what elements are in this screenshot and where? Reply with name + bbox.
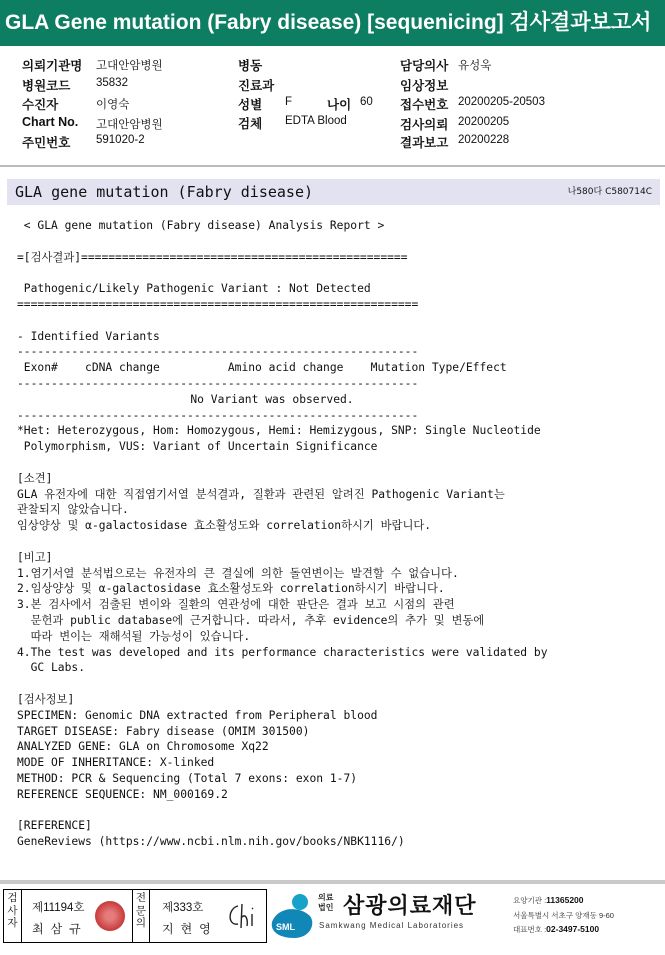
report-line: 임상양상 및 α-galactosidase 효소활성도와 correlation하시기 바랍니다.	[17, 519, 432, 533]
report-line: 4.The test was developed and its performance characteristics were validated by	[17, 645, 548, 659]
report-line: GeneReviews (https://www.ncbi.nlm.nih.gov/books/NBK1116/)	[17, 835, 405, 849]
report-line: 3.본 검사에서 검출된 변이와 질환의 연관성에 대한 판단은 결과 보고 시점의 관련	[17, 598, 455, 612]
report-line: REFERENCE SEQUENCE: NM_000169.2	[17, 787, 228, 801]
divider	[0, 165, 665, 167]
request-date-value: 20200205	[458, 116, 510, 128]
foundation-logo	[270, 889, 662, 943]
report-line: METHOD: PCR & Sequencing (Total 7 exons: exon 1-7)	[17, 771, 358, 785]
section-header	[7, 179, 660, 205]
recipient-value: 이영숙	[96, 99, 130, 111]
section-code: 나580다 C580714C	[567, 187, 652, 197]
section-title: GLA gene mutation (Fabry disease)	[15, 183, 314, 201]
age-label: 나이	[327, 98, 352, 112]
institution-no: 요양기관 :11365200	[513, 895, 584, 905]
report-line: TARGET DISEASE: Fabry disease (OMIM 301500)	[17, 724, 310, 738]
report-line: *Het: Heterozygous, Hom: Homozygous, Hemi: Hemizygous, SNP: Single Nucleotide	[17, 424, 541, 438]
report-date-label: 결과보고	[400, 136, 449, 150]
report-line: ===========================================================	[17, 297, 419, 311]
seal-stamp	[95, 901, 125, 931]
institution-value: 고대안암병원	[96, 60, 163, 72]
foundation-english-name: Samkwang Medical Laboratories	[319, 921, 465, 930]
chart-no-value: 고대안암병원	[96, 119, 163, 131]
resident-no-label: 주민번호	[22, 136, 71, 150]
logo-text: SML	[276, 922, 295, 932]
examiner-license: 제11194호	[32, 902, 85, 914]
doctor-value: 유성욱	[458, 60, 492, 72]
report-line	[17, 676, 657, 692]
signature-box	[3, 889, 267, 943]
specimen-label: 검체	[238, 117, 263, 131]
report-line: SPECIMEN: Genomic DNA extracted from Peripheral blood	[17, 708, 378, 722]
report-line	[17, 313, 657, 329]
report-line	[17, 534, 657, 550]
report-line: ANALYZED GENE: GLA on Chromosome Xq22	[17, 740, 269, 754]
report-line: 문헌과 public database에 근거합니다. 따라서, 추후 evidence의 추가 및 변동에	[17, 613, 485, 627]
examiner-name: 최삼규	[32, 922, 88, 936]
report-line: [REFERENCE]	[17, 819, 92, 833]
receipt-no-label: 접수번호	[400, 98, 449, 112]
recipient-label: 수진자	[22, 98, 59, 112]
report-line: No Variant was observed.	[190, 392, 354, 406]
report-line: < GLA gene mutation (Fabry disease) Analysis Report >	[17, 219, 385, 232]
report-line: [검사정보]	[17, 692, 75, 706]
specialist-name: 지현영	[162, 922, 218, 936]
sex-value: F	[285, 96, 293, 108]
chart-no-label: Chart No.	[22, 115, 79, 129]
handwritten-signature	[224, 898, 262, 934]
resident-no-value: 591020-2	[96, 134, 145, 146]
report-line: -----------------------------------------------------------	[17, 376, 419, 390]
foundation-phone: 대표번호 :02-3497-5100	[513, 924, 600, 934]
footer-divider	[0, 880, 665, 884]
report-line: [비고]	[17, 550, 53, 564]
report-line: 따라 변이는 재해석될 가능성이 있습니다.	[17, 629, 251, 643]
clinical-label: 임상정보	[400, 79, 449, 93]
examiner-label: 검 사 자	[4, 890, 22, 942]
hospital-code-label: 병원코드	[22, 79, 71, 93]
report-line: Pathogenic/Likely Pathogenic Variant : Not Detected	[17, 282, 371, 296]
report-line	[17, 455, 657, 471]
report-date-value: 20200228	[458, 134, 510, 146]
report-line: Exon# cDNA change Amino acid change Mutation Type/Effect	[17, 361, 507, 375]
sex-label: 성별	[238, 98, 263, 112]
report-line: [소견]	[17, 471, 53, 485]
specialist-license: 제333호	[162, 902, 204, 914]
report-line: MODE OF INHERITANCE: X-linked	[17, 756, 215, 770]
report-line	[17, 234, 657, 250]
report-line: 관찰되지 않았습니다.	[17, 503, 129, 517]
specimen-value: EDTA Blood	[285, 115, 347, 127]
report-title: GLA Gene mutation (Fabry disease) [sequenicing] 검사결과보고서	[0, 0, 665, 46]
report-line: =[검사결과]================================================	[17, 250, 408, 264]
age-value: 60	[360, 96, 373, 108]
doctor-label: 담당의사	[400, 59, 449, 73]
institution-label: 의뢰기관명	[22, 59, 83, 73]
specialist-label: 전 문 의	[132, 890, 150, 942]
report-line: -----------------------------------------------------------	[17, 345, 419, 359]
report-line: -----------------------------------------------------------	[17, 408, 419, 422]
report-line	[17, 265, 657, 281]
receipt-no-value: 20200205-20503	[458, 96, 545, 108]
report-line	[17, 802, 657, 818]
report-line: 2.임상양상 및 α-galactosidase 효소활성도와 correlation하시기 바랍니다.	[17, 582, 445, 596]
foundation-name: 삼광의료재단	[343, 894, 477, 919]
corp-prefix	[318, 893, 333, 912]
report-line: - Identified Variants	[17, 329, 160, 343]
corp-prefix-1: 의료	[318, 893, 334, 902]
patient-info-panel	[0, 52, 665, 164]
ward-label: 병동	[238, 59, 263, 73]
corp-prefix-2: 법인	[318, 902, 334, 912]
request-date-label: 검사의뢰	[400, 118, 449, 132]
report-line: GC Labs.	[17, 661, 86, 675]
hospital-code-value: 35832	[96, 77, 128, 89]
report-line: Polymorphism, VUS: Variant of Uncertain Significance	[17, 440, 378, 454]
report-body	[17, 218, 657, 850]
dept-label: 진료과	[238, 79, 275, 93]
report-line: GLA 유전자에 대한 직접염기서열 분석결과, 질환과 관련된 알려진 Pathogenic Variant는	[17, 487, 505, 501]
foundation-address: 서울특별시 서초구 양재동 9-60	[513, 911, 614, 920]
report-line: 1.염기서열 분석법으로는 유전자의 큰 결실에 의한 돌연변이는 발견할 수 없습니다.	[17, 566, 459, 580]
sml-logo-icon	[270, 892, 316, 940]
